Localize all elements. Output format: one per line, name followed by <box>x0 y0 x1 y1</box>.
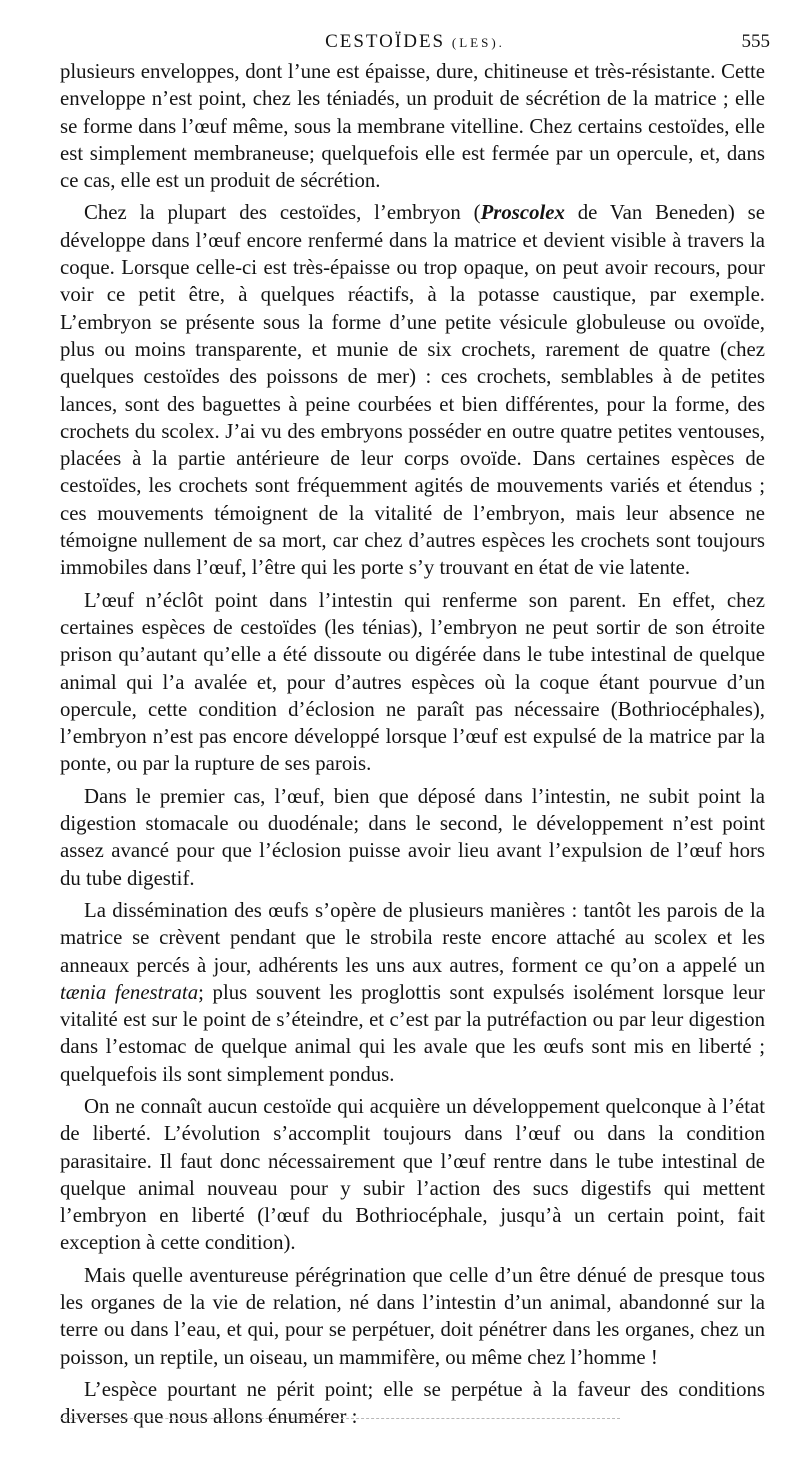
page-number: 555 <box>741 31 770 52</box>
paragraph-5-part-a: La dissémination des œufs s’opère de plusieurs manières : tantôt les parois de la matrice se crèvent pendant que le strobila reste encore attaché au scolex et les anneaux percés à jour, adhérents les uns aux autres, forment ce qu’on a appelé un <box>60 898 765 977</box>
paragraph-6: On ne connaît aucun cestoïde qui acquière un développement quelconque à l’état de liberté. L’évolution s’accomplit toujours dans l’œuf ou dans la condition parasitaire. Il faut donc nécessairement que l’œuf rentre dans le tube intestinal de quelque animal nouveau pour y subir l’action des sucs digestifs qui mettent l’embryon en liberté (l’œuf du Bothriocéphale, jusqu’à un certain point, fait exception à cette condition). <box>60 1094 765 1255</box>
paragraph-4: Dans le premier cas, l’œuf, bien que déposé dans l’intestin, ne subit point la digestion stomacale ou duodénale; dans le second, le développement n’est point assez avancé pour que l’éclosion puisse avoir lieu avant l’expulsion de l’œuf hors du tube digestif. <box>60 784 765 890</box>
paragraph-7: Mais quelle aventureuse pérégrination que celle d’un être dénué de presque tous les organes de la vie de relation, né dans l’intestin d’un animal, abandonné sur la terre ou dans l’eau, et qui, pour se perpétuer, doit pénétrer dans les organes, chez un poisson, un reptile, un oiseau, un mammifère, ou même chez l’homme ! <box>60 1263 765 1369</box>
paragraph-1: plusieurs enveloppes, dont l’une est épaisse, dure, chitineuse et très-résistante. Cette enveloppe n’est point, chez les téniadés, un produit de sécrétion de la matrice ; elle se forme dans l’œuf même, sous la membrane vitelline. Chez certains cestoïdes, elle est simplement membraneuse; quelquefois elle est fermée par un opercule, et, dans ce cas, elle est un produit de sécrétion. <box>60 60 765 193</box>
paragraph-3: L’œuf n’éclôt point dans l’intestin qui renferme son parent. En effet, chez certaines espèces de cestoïdes (les ténias), l’embryon ne peut sortir de son étroite prison qu’autant qu’elle a été dissoute ou digérée dans le tube intestinal de quelque animal qui l’a avalée et, pour d’autres espèces où la coque étant pourvue d’un opercule, cette condition d’éclosion ne paraît pas nécessaire (Bothriocéphales), l’embryon n’est pas encore développé lorsque l’œuf est expulsé de la matrice par la ponte, ou par la rupture de ses parois. <box>60 588 765 776</box>
paragraph-8: L’espèce pourtant ne périt point; elle se perpétue à la faveur des conditions diverses que nous allons énumérer : <box>60 1377 765 1429</box>
italic-taenia-fenestrata: tænia fenestrata <box>60 980 199 1004</box>
paragraph-2-part-a: Chez la plupart des cestoïdes, l’embryon ( <box>84 201 481 225</box>
paragraph-2-part-b: de Van Beneden) se développe dans l’œuf encore renfermé dans la matrice et devient visible à travers la coque. Lorsque celle-ci est très-épaisse ou trop opaque, on peut avoir recours, pour voir ce petit être, à quelques réactifs, à la potasse caustique, par exemple. L’embryon se présente sous la forme d’une petite vésicule globuleuse ou ovoïde, plus ou moins transparente, et munie de six crochets, rarement de quatre (chez quelques cestoïdes des poissons de mer) : ces crochets, semblables à de petites lances, sont des baguettes à peine courbées et bien différentes, pour la forme, des crochets du scolex. J’ai vu des embryons posséder en outre quatre petites ventouses, placées à la partie antérieure de leur corps ovoïde. Dans certaines espèces de cestoïdes, les crochets sont fréquemment agités de mouvements variés et étendus ; ces mouvements témoignent de la vitalité de l’embryon, mais leur absence ne témoigne nullement de sa mort, car chez d’autres espèces les crochets sont toujours immobiles dans l’œuf, l’être qui les porte s’y trouvant en état de vie latente. <box>60 201 765 580</box>
running-head <box>60 27 770 57</box>
running-title <box>60 27 770 58</box>
paragraph-5 <box>60 897 765 1088</box>
scientific-name-proscolex: Proscolex <box>480 201 565 225</box>
paragraph-5-part-b: ; plus souvent les proglottis sont expulsés isolément lorsque leur vitalité est sur le point de s’éteindre, et c’est par la putréfaction ou par leur digestion dans l’estomac de quelque animal qui les avale que les œufs sont mis en liberté ; quelquefois ils sont simplement pondus. <box>60 980 765 1086</box>
running-title-paren: (LES). <box>451 35 505 50</box>
body-text <box>60 58 765 1436</box>
footer-rule <box>60 1418 620 1419</box>
running-title-main: CESTOÏDES <box>325 31 446 52</box>
paragraph-2 <box>60 199 765 581</box>
